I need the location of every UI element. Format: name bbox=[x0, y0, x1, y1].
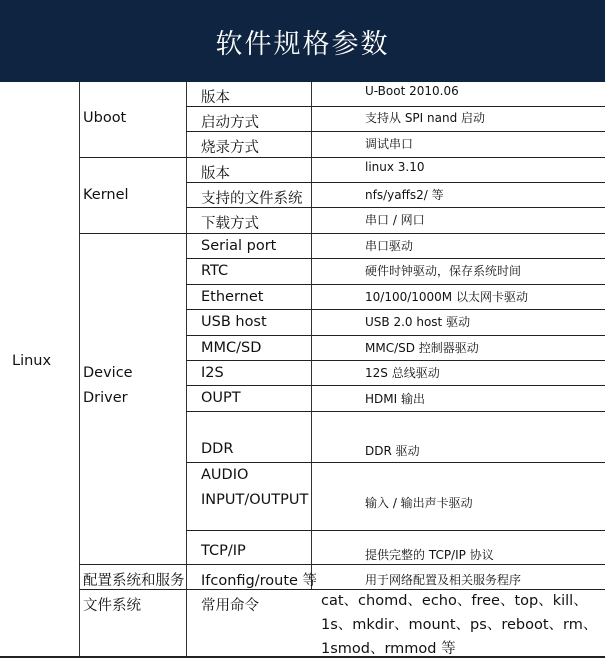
row-divider bbox=[186, 182, 605, 183]
row-desc: 支持从 SPI nand 启动 bbox=[365, 111, 486, 125]
row-item: 常用命令 bbox=[201, 598, 259, 614]
group-device-driver-line2: Driver bbox=[83, 390, 128, 406]
row-item: Ethernet bbox=[201, 289, 264, 305]
group-device-driver-line1: Device bbox=[83, 365, 133, 381]
row-divider bbox=[79, 233, 605, 234]
group-uboot: Uboot bbox=[83, 110, 127, 126]
row-divider bbox=[186, 335, 605, 336]
row-desc: 输入 / 输出声卡驱动 bbox=[365, 496, 473, 510]
page-title: 软件规格参数 bbox=[0, 0, 605, 82]
row-desc: 12S 总线驱动 bbox=[365, 366, 440, 380]
row-item: 启动方式 bbox=[201, 115, 259, 131]
row-desc: linux 3.10 bbox=[365, 160, 425, 174]
row-item-line1: AUDIO bbox=[201, 467, 249, 483]
row-divider bbox=[186, 360, 605, 361]
table-bottom-border bbox=[0, 656, 605, 658]
row-item: 烧录方式 bbox=[201, 140, 259, 156]
row-desc: HDMI 输出 bbox=[365, 392, 425, 406]
row-desc: 提供完整的 TCP/IP 协议 bbox=[365, 548, 494, 562]
row-desc: 串口驱动 bbox=[365, 239, 414, 253]
row-item: Ifconfig/route 等 bbox=[201, 573, 318, 589]
row-item-line2: INPUT/OUTPUT bbox=[201, 492, 309, 508]
group-filesystem: 文件系统 bbox=[83, 598, 141, 614]
row-item: 版本 bbox=[201, 166, 230, 182]
row-item: OUPT bbox=[201, 390, 241, 406]
row-desc: nfs/yaffs2/ 等 bbox=[365, 188, 444, 202]
row-desc: U-Boot 2010.06 bbox=[365, 84, 459, 98]
row-item: MMC/SD bbox=[201, 340, 262, 356]
row-desc-line2: 1s、mkdir、mount、ps、reboot、rm、 bbox=[321, 617, 598, 633]
row-divider bbox=[186, 462, 605, 463]
row-desc: 用于网络配置及相关服务程序 bbox=[365, 573, 522, 587]
row-item: Serial port bbox=[201, 238, 277, 254]
row-item: 版本 bbox=[201, 90, 230, 106]
row-item: I2S bbox=[201, 365, 224, 381]
row-item: RTC bbox=[201, 263, 229, 279]
row-item: 下载方式 bbox=[201, 216, 259, 232]
row-item: USB host bbox=[201, 314, 267, 330]
row-desc-line1: cat、chomd、echo、free、top、kill、 bbox=[321, 593, 588, 609]
linux-label: Linux bbox=[12, 353, 52, 369]
row-desc: USB 2.0 host 驱动 bbox=[365, 315, 471, 329]
row-desc: MMC/SD 控制器驱动 bbox=[365, 341, 479, 355]
row-desc: DDR 驱动 bbox=[365, 444, 420, 458]
row-divider bbox=[79, 564, 605, 565]
row-item: DDR bbox=[201, 441, 234, 457]
row-item: TCP/IP bbox=[201, 543, 246, 559]
column-divider bbox=[186, 82, 187, 656]
row-divider bbox=[186, 385, 605, 386]
row-divider bbox=[79, 157, 605, 158]
row-divider bbox=[186, 106, 605, 107]
row-divider bbox=[186, 411, 605, 412]
group-kernel: Kernel bbox=[83, 187, 129, 203]
row-desc: 10/100/1000M 以太网卡驱动 bbox=[365, 290, 528, 304]
row-divider bbox=[186, 309, 605, 310]
row-desc: 硬件时钟驱动，保存系统时间 bbox=[365, 264, 522, 278]
row-desc: 串口 / 网口 bbox=[365, 213, 425, 227]
group-config: 配置系统和服务 bbox=[83, 573, 185, 589]
row-divider bbox=[186, 284, 605, 285]
row-divider bbox=[186, 530, 605, 531]
row-desc: 调试串口 bbox=[365, 137, 414, 151]
row-desc-line3: 1smod、rmmod 等 bbox=[321, 641, 456, 657]
row-item: 支持的文件系统 bbox=[201, 191, 303, 207]
row-divider bbox=[186, 258, 605, 259]
column-divider bbox=[79, 82, 80, 656]
